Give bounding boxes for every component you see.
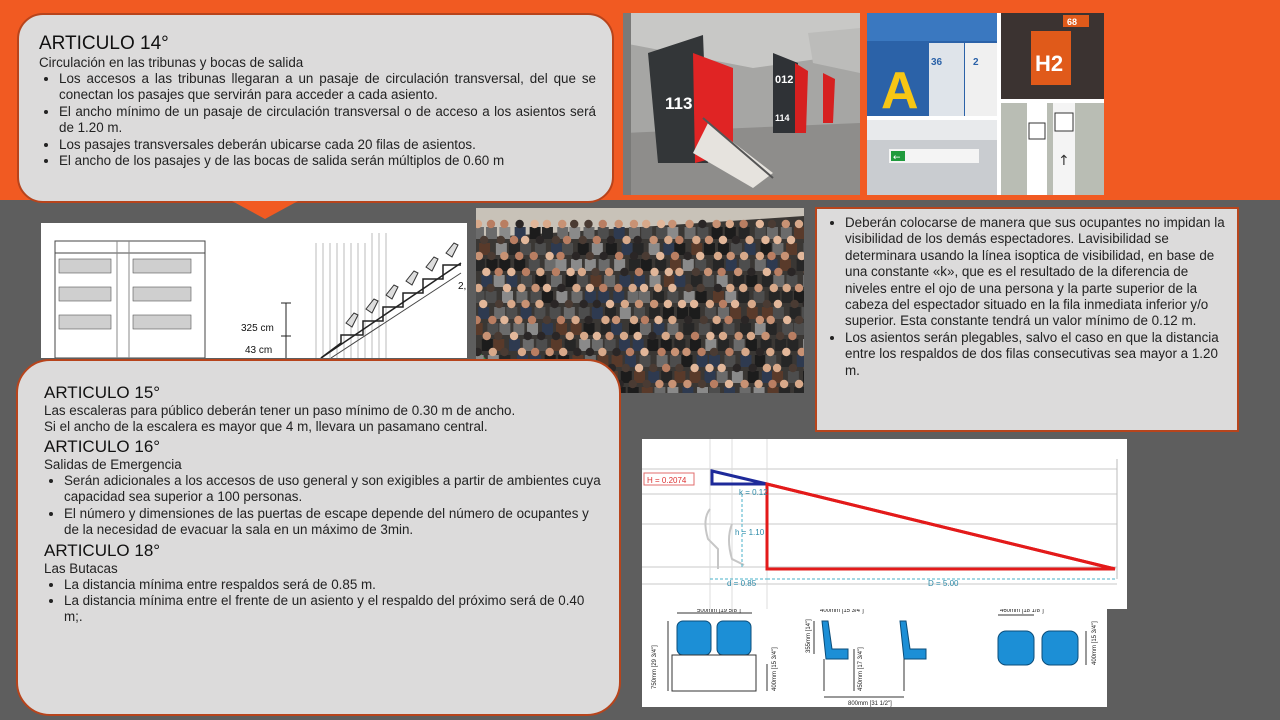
articulo-14-list	[39, 71, 596, 169]
articulo-15-text-2: Si el ancho de la escalera es mayor que 4 m, llevara un pasamano central.	[44, 419, 488, 434]
svg-text:↑: ↑	[1058, 153, 1070, 169]
seat3-front: 400mm [15 3/4"]	[1092, 621, 1098, 665]
label-D: D = 5.00	[928, 579, 959, 588]
articulo-18-title: ARTICULO 18°	[44, 540, 161, 560]
seat1-height: 750mm [29 3/4"]	[652, 645, 658, 689]
list-item: • Los asientos serán plegables, salvo el caso en que la distancia entre los respaldos de dos filas consecutivas sea mayor a 1.20 m.	[845, 330, 1227, 379]
articulo-15-text-1: Las escaleras para público deberán tener un paso mínimo de 0.30 m de ancho.	[44, 403, 516, 418]
seat1-width: 500mm [19 5/8"]	[697, 609, 741, 614]
list-item: • Los pasajes transversales deberán ubicarse cada 20 filas de asientos.	[59, 137, 596, 153]
stair-sign-113: 113	[665, 94, 693, 113]
articulo-18-list	[44, 577, 605, 626]
dim-2: 2,	[458, 281, 467, 292]
sign-36: 36	[931, 57, 943, 68]
articulo-16-title: ARTICULO 16°	[44, 437, 161, 456]
isoptic-line-diagram	[642, 439, 1127, 609]
articulo-16-list	[44, 473, 605, 539]
visibility-card	[815, 207, 1239, 432]
bleacher-section-drawing	[41, 223, 467, 358]
list-item: • El ancho mínimo de un pasaje de circulación transversal o de acceso a los asientos será de 1.20 m.	[59, 104, 596, 137]
seat1-front: 400mm [15 3/4"]	[772, 647, 778, 691]
seat2-height: 355mm [14"]	[806, 619, 812, 653]
list-item: • El número y dimensiones de las puertas de escape depende del número de ocupantes y de la necesidad de evacuar la sala en un máximo de 3min.	[64, 506, 605, 539]
list-item: • Deberán colocarse de manera que sus ocupantes no impidan la visibilidad de los demás espectadores. Lavisibilidad se determinara usando la línea isoptica de visibilidad, en base de una constante «k», que es el resultado de la diferencia de niveles entre el ojo de una persona y la parte superior de la cabeza del espectador situado en la fila inmediata inferior y/o superior. Esta constante tendrá un valor mínimo de 0.12 m.	[845, 215, 1227, 330]
articulo-16-subtitle: Salidas de Emergencia	[44, 457, 182, 472]
sign-letter-a: A	[881, 62, 919, 120]
dim-43: 43 cm	[245, 345, 273, 356]
visibility-list	[825, 215, 1227, 379]
signage-collage-photo	[867, 13, 1104, 195]
seat2-spacing: 800mm [31 1/2"]	[848, 701, 892, 707]
dim-325: 325 cm	[241, 323, 274, 334]
list-item: • Serán adicionales a los accesos de uso general y son exigibles a partir de ambientes cuya capacidad sea superior a 100 personas.	[64, 473, 605, 506]
articulo-14-card	[17, 13, 614, 203]
label-H: H = 0.2074	[647, 476, 687, 485]
sign-h2: H2	[1035, 51, 1064, 76]
label-h: h = 1.10	[735, 528, 765, 537]
callout-pointer	[230, 201, 300, 221]
seat3-width: 460mm [18 1/8"]	[1000, 609, 1044, 614]
articulos-15-16-18-card	[16, 359, 621, 716]
stair-sign-012: 012	[775, 74, 794, 86]
seat2-width: 400mm [15 3/4"]	[820, 609, 864, 614]
articulo-14-title: ARTICULO 14°	[39, 33, 169, 54]
seat-dimensions-drawing	[642, 609, 1107, 707]
list-item: • Los accesos a las tribunas llegaran a un pasaje de circulación transversal, del que se conectan los pasajes que servirán para acceder a cada asiento.	[59, 71, 596, 104]
stadium-stairs-photo	[623, 13, 860, 195]
list-item: • La distancia mínima entre respaldos será de 0.85 m.	[64, 577, 605, 593]
articulo-18-subtitle: Las Butacas	[44, 560, 118, 576]
label-d: d = 0.85	[727, 579, 757, 588]
sign-68: 68	[1067, 17, 1078, 27]
label-k: k = 0.12	[739, 488, 768, 497]
articulo-15-title: ARTICULO 15°	[44, 383, 161, 402]
stair-sign-114: 114	[775, 113, 790, 123]
sign-2: 2	[973, 57, 979, 68]
articulo-14-subtitle: Circulación en las tribunas y bocas de salida	[39, 55, 304, 70]
list-item: • La distancia mínima entre el frente de un asiento y el respaldo del próximo será de 0.40 m;.	[64, 593, 605, 626]
list-item: • El ancho de los pasajes y de las bocas de salida serán múltiplos de 0.60 m	[59, 153, 596, 169]
seat2-front: 450mm [17 3/4"]	[858, 647, 864, 691]
svg-text:←: ←	[893, 153, 901, 163]
